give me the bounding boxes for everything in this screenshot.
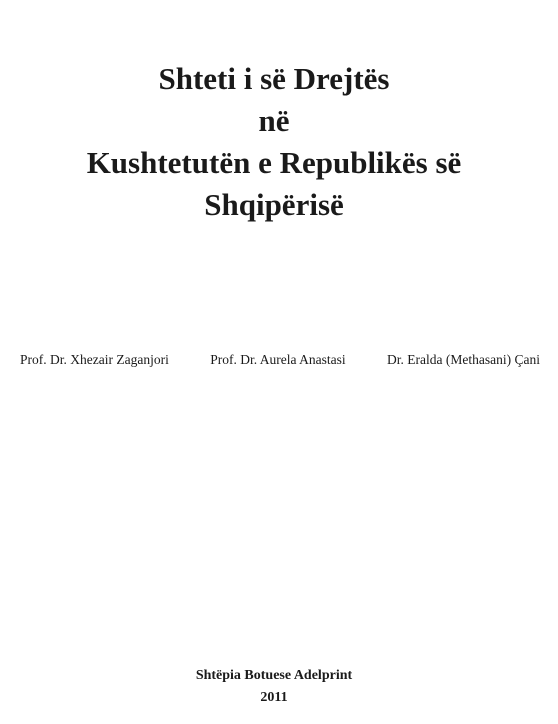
title-line-4: Shqipërisë bbox=[204, 187, 344, 222]
title-line-1: Shteti i së Drejtës bbox=[158, 61, 390, 96]
book-title bbox=[0, 58, 548, 226]
publisher-name: Shtëpia Botuese Adelprint bbox=[195, 668, 353, 683]
title-line-3: Kushtetutën e Republikës së bbox=[86, 145, 462, 180]
author-2: Prof. Dr. Aurela Anastasi bbox=[210, 352, 346, 367]
author-1: Prof. Dr. Xhezair Zaganjori bbox=[20, 352, 169, 367]
author-list bbox=[20, 351, 540, 369]
publication-year: 2011 bbox=[260, 690, 288, 705]
title-line-2: në bbox=[258, 103, 290, 138]
publisher-info bbox=[0, 665, 548, 709]
author-3: Dr. Eralda (Methasani) Çani bbox=[387, 352, 540, 367]
